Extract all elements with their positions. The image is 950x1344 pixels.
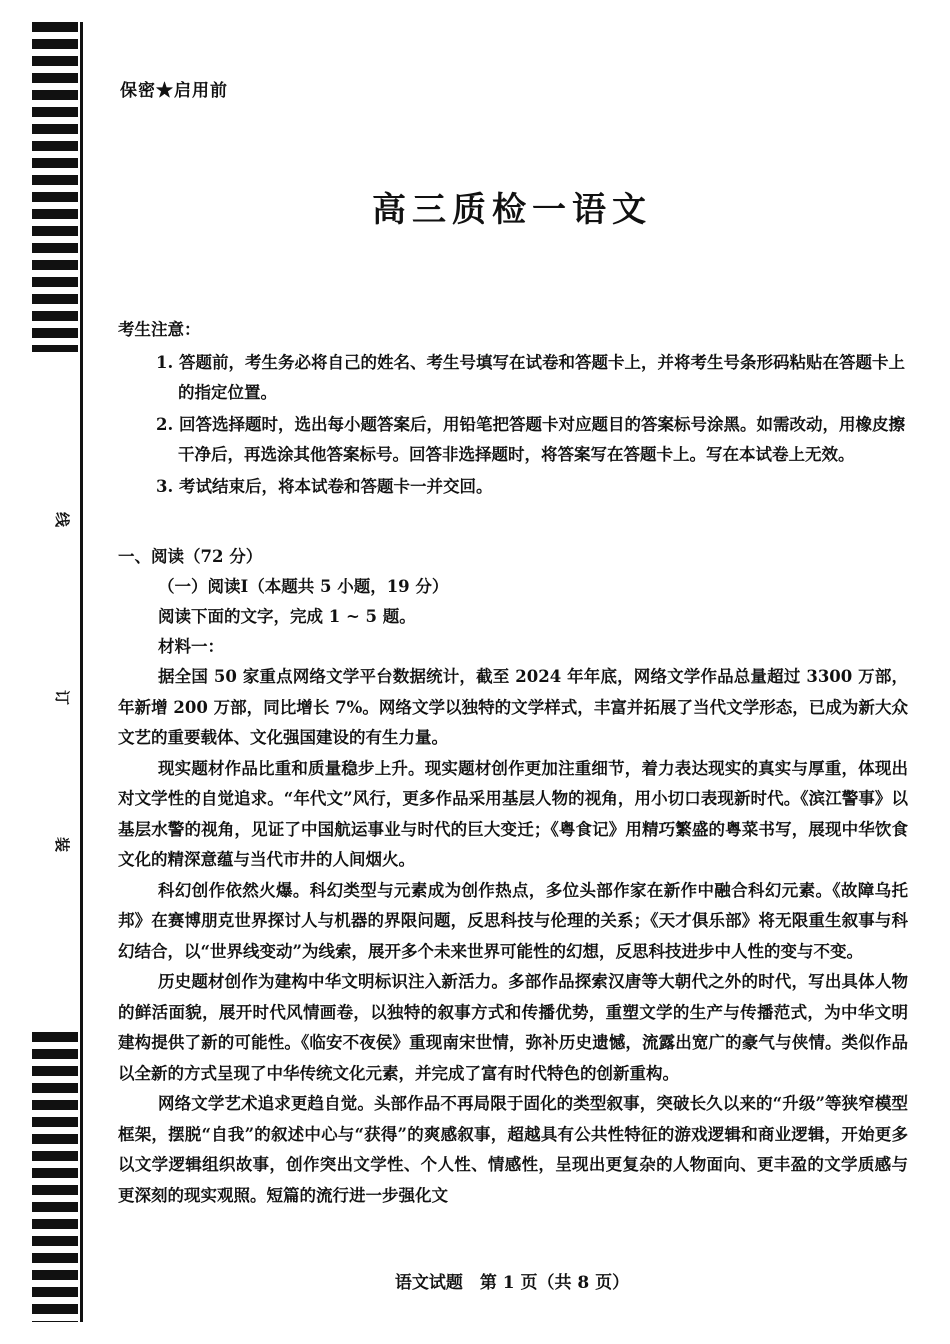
paragraph: 网络文学艺术追求更趋自觉。头部作品不再局限于固化的类型叙事，突破长久以来的“升级”等狭窄模型框架，摆脱“自我”的叙述中心与“获得”的爽感叙事，超越具有公共性特征的游戏逻辑和商业逻辑，开始更多以文学逻辑组织故事，创作突出文学性、个人性、情感性，呈现出更复杂的人物面向、更丰盈的文学质感与更深刻的现实观照。短篇的流行进一步强化文 xyxy=(118,1094,908,1205)
reading-instruction: 阅读下面的文字，完成 1 ~ 5 题。 xyxy=(158,607,416,626)
notice-list xyxy=(118,348,908,502)
exam-content xyxy=(118,316,908,1211)
paragraph: 科幻创作依然火爆。科幻类型与元素成为创作热点，多位头部作家在新作中融合科幻元素。《故障乌托邦》在赛博朋克世界探讨人与机器的界限问题，反思科技与伦理的关系；《天才俱乐部》将无限重生叙事与科幻结合，以“世界线变动”为线索，展开多个未来世界可能性的幻想，反思科技进步中人性的变与不变。 xyxy=(118,880,908,961)
subsection-heading: （一）阅读Ⅰ（本题共 5 小题，19 分） xyxy=(158,577,449,596)
notice-item: 2. 回答选择题时，选出每小题答案后，用铅笔把答题卡对应题目的答案标号涂黑。如需改动，用橡皮擦干净后，再选涂其他答案标号。回答非选择题时，将答案写在答题卡上。写在本试卷上无效。 xyxy=(156,415,905,464)
page-title: 高三质检一语文 xyxy=(372,190,652,230)
paragraph: 现实题材作品比重和质量稳步上升。现实题材创作更加注重细节，着力表达现实的真实与厚重，体现出对文学性的自觉追求。“年代文”风行，更多作品采用基层人物的视角，用小切口表现新时代。《滨江警事》以基层水警的视角，见证了中国航运事业与时代的巨大变迁；《粤食记》用精巧繁盛的粤菜书写，展现中华饮食文化的精深意蕴与当代市井的人间烟火。 xyxy=(118,758,908,869)
paragraph: 据全国 50 家重点网络文学平台数据统计，截至 2024 年年底，网络文学作品总量超过 3300 万部，年新增 200 万部，同比增长 7%。网络文学以独特的文学样式，丰富并拓展了当代文学形态，已成为新大众文艺的重要载体、文化强国建设的有生力量。 xyxy=(118,667,908,747)
notice-heading: 考生注意： xyxy=(118,320,201,339)
page-footer: 语文试题 第 1 页（共 8 页） xyxy=(394,1273,630,1293)
binding-word-xian: 线 xyxy=(55,510,70,528)
binding-word-ding: 订 xyxy=(55,688,70,706)
paragraph: 历史题材创作为建构中华文明标识注入新活力。多部作品探索汉唐等大朝代之外的时代，写出具体人物的鲜活面貌，展开时代风情画卷，以独特的叙事方式和传播优势，重塑文学的生产与传播范式，为中华文明建构提供了新的可能性。《临安不夜侯》重现南宋世情，弥补历史遗憾，流露出宽广的豪气与侠情。类似作品以全新的方式呈现了中华传统文化元素，并完成了富有时代特色的创新重构。 xyxy=(118,972,908,1083)
section-heading: 一、阅读（72 分） xyxy=(118,547,263,566)
confidential-label: 保密★启用前 xyxy=(120,81,228,101)
notice-item: 1. 答题前，考生务必将自己的姓名、考生号填写在试卷和答题卡上，并将考生号条形码粘贴在答题卡上的指定位置。 xyxy=(156,353,905,402)
binding-word-zhuang: 装 xyxy=(55,835,70,853)
material-label: 材料一： xyxy=(158,637,224,656)
notice-item: 3. 考试结束后，将本试卷和答题卡一并交回。 xyxy=(156,477,493,496)
